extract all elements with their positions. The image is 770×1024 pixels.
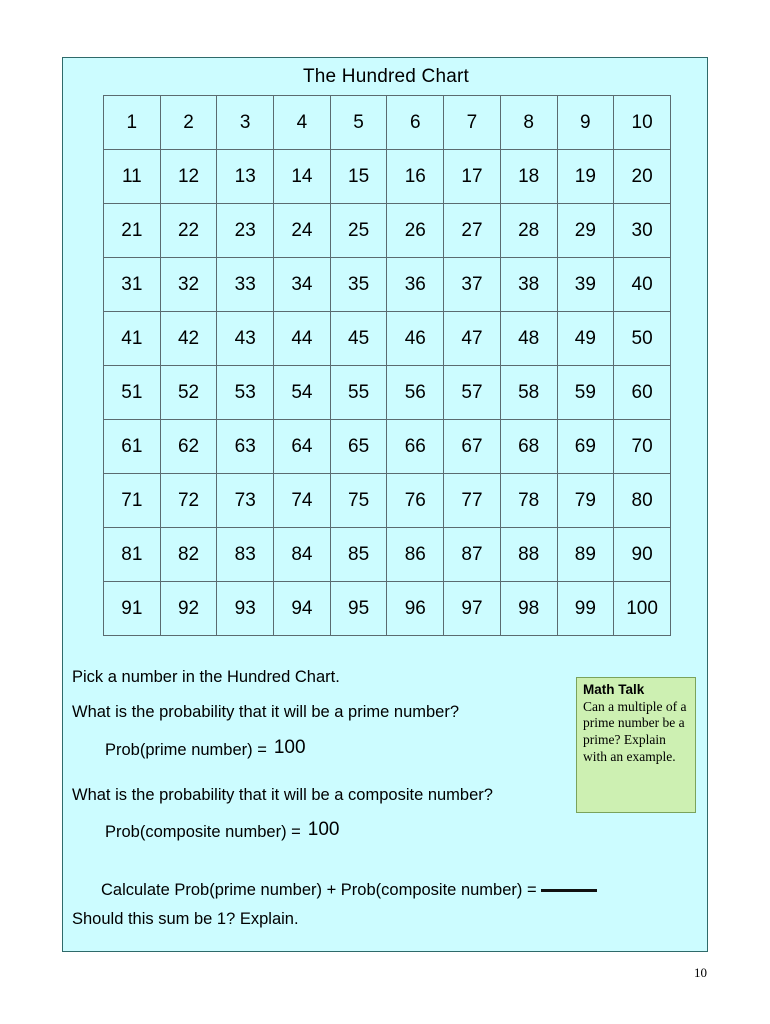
hundred-chart-cell[interactable]: 58 <box>500 366 557 420</box>
prime-probability-answer-row <box>105 738 306 760</box>
hundred-chart-cell[interactable]: 34 <box>274 258 331 312</box>
page-number: 10 <box>694 965 707 980</box>
hundred-chart-cell[interactable]: 47 <box>444 312 501 366</box>
hundred-chart-cell[interactable]: 48 <box>500 312 557 366</box>
hundred-chart-cell[interactable]: 69 <box>557 420 614 474</box>
hundred-chart-table <box>103 95 671 636</box>
hundred-chart-row <box>104 420 671 474</box>
math-talk-title: Math Talk <box>583 682 645 697</box>
hundred-chart-cell[interactable]: 63 <box>217 420 274 474</box>
math-talk-body: Can a multiple of a prime number be a prime? Explain with an example. <box>583 698 687 765</box>
hundred-chart-row <box>104 312 671 366</box>
hundred-chart-row <box>104 150 671 204</box>
question-prime-probability: What is the probability that it will be a prime number? <box>72 703 460 721</box>
hundred-chart-row <box>104 528 671 582</box>
hundred-chart-cell[interactable]: 100 <box>614 582 671 636</box>
hundred-chart-cell[interactable]: 71 <box>104 474 161 528</box>
hundred-chart-cell[interactable]: 82 <box>160 528 217 582</box>
hundred-chart-cell[interactable]: 66 <box>387 420 444 474</box>
hundred-chart-cell[interactable]: 80 <box>614 474 671 528</box>
hundred-chart-cell[interactable]: 97 <box>444 582 501 636</box>
hundred-chart-row <box>104 204 671 258</box>
hundred-chart-cell[interactable]: 1 <box>104 96 161 150</box>
hundred-chart-cell[interactable]: 83 <box>217 528 274 582</box>
hundred-chart-cell[interactable]: 25 <box>330 204 387 258</box>
hundred-chart-cell[interactable]: 39 <box>557 258 614 312</box>
calculate-sum-blank[interactable] <box>541 889 597 892</box>
hundred-chart-cell[interactable]: 2 <box>160 96 217 150</box>
hundred-chart-cell[interactable]: 57 <box>444 366 501 420</box>
hundred-chart-cell[interactable]: 22 <box>160 204 217 258</box>
hundred-chart-cell[interactable]: 77 <box>444 474 501 528</box>
hundred-chart-cell[interactable]: 11 <box>104 150 161 204</box>
hundred-chart-cell[interactable]: 36 <box>387 258 444 312</box>
hundred-chart-cell[interactable]: 27 <box>444 204 501 258</box>
hundred-chart-cell[interactable]: 32 <box>160 258 217 312</box>
hundred-chart-cell[interactable]: 52 <box>160 366 217 420</box>
hundred-chart-cell[interactable]: 73 <box>217 474 274 528</box>
hundred-chart-cell[interactable]: 93 <box>217 582 274 636</box>
hundred-chart-cell[interactable]: 31 <box>104 258 161 312</box>
question-calculate-sum <box>101 881 597 900</box>
hundred-chart-row <box>104 366 671 420</box>
hundred-chart-cell[interactable]: 35 <box>330 258 387 312</box>
hundred-chart-cell[interactable]: 41 <box>104 312 161 366</box>
hundred-chart-cell[interactable]: 15 <box>330 150 387 204</box>
hundred-chart-cell[interactable]: 21 <box>104 204 161 258</box>
hundred-chart-cell[interactable]: 60 <box>614 366 671 420</box>
hundred-chart-cell[interactable]: 20 <box>614 150 671 204</box>
hundred-chart-cell[interactable]: 86 <box>387 528 444 582</box>
composite-probability-answer-row <box>105 820 340 842</box>
hundred-chart-cell[interactable]: 26 <box>387 204 444 258</box>
hundred-chart-cell[interactable]: 92 <box>160 582 217 636</box>
hundred-chart-cell[interactable]: 50 <box>614 312 671 366</box>
hundred-chart-cell[interactable]: 89 <box>557 528 614 582</box>
hundred-chart-cell[interactable]: 67 <box>444 420 501 474</box>
hundred-chart-cell[interactable]: 85 <box>330 528 387 582</box>
math-talk-callout <box>576 677 696 813</box>
hundred-chart-cell[interactable]: 94 <box>274 582 331 636</box>
hundred-chart-cell[interactable]: 98 <box>500 582 557 636</box>
hundred-chart-cell[interactable]: 5 <box>330 96 387 150</box>
hundred-chart-cell[interactable]: 74 <box>274 474 331 528</box>
hundred-chart-cell[interactable]: 79 <box>557 474 614 528</box>
hundred-chart-cell[interactable]: 54 <box>274 366 331 420</box>
hundred-chart-cell[interactable]: 44 <box>274 312 331 366</box>
calculate-sum-label: Calculate Prob(prime number) + Prob(composite number) = <box>101 881 537 899</box>
hundred-chart-cell[interactable]: 95 <box>330 582 387 636</box>
prime-denominator: 100 <box>273 737 306 758</box>
hundred-chart-cell[interactable]: 30 <box>614 204 671 258</box>
hundred-chart-cell[interactable]: 10 <box>614 96 671 150</box>
hundred-chart-row <box>104 258 671 312</box>
hundred-chart-cell[interactable]: 56 <box>387 366 444 420</box>
hundred-chart-cell[interactable]: 37 <box>444 258 501 312</box>
hundred-chart-cell[interactable]: 33 <box>217 258 274 312</box>
hundred-chart-cell[interactable]: 76 <box>387 474 444 528</box>
hundred-chart-cell[interactable]: 7 <box>444 96 501 150</box>
hundred-chart-cell[interactable]: 6 <box>387 96 444 150</box>
hundred-chart-cell[interactable]: 49 <box>557 312 614 366</box>
hundred-chart-cell[interactable]: 17 <box>444 150 501 204</box>
hundred-chart-cell[interactable]: 23 <box>217 204 274 258</box>
hundred-chart-cell[interactable]: 68 <box>500 420 557 474</box>
hundred-chart-cell[interactable]: 12 <box>160 150 217 204</box>
chart-title: The Hundred Chart <box>302 66 470 87</box>
hundred-chart-cell[interactable]: 28 <box>500 204 557 258</box>
hundred-chart-cell[interactable]: 8 <box>500 96 557 150</box>
hundred-chart-cell[interactable]: 9 <box>557 96 614 150</box>
hundred-chart-cell[interactable]: 3 <box>217 96 274 150</box>
hundred-chart-cell[interactable]: 45 <box>330 312 387 366</box>
hundred-chart-cell[interactable]: 81 <box>104 528 161 582</box>
composite-denominator: 100 <box>307 819 340 840</box>
hundred-chart-cell[interactable]: 46 <box>387 312 444 366</box>
hundred-chart-cell[interactable]: 88 <box>500 528 557 582</box>
hundred-chart-cell[interactable]: 59 <box>557 366 614 420</box>
hundred-chart-cell[interactable]: 84 <box>274 528 331 582</box>
hundred-chart-cell[interactable]: 61 <box>104 420 161 474</box>
hundred-chart-cell[interactable]: 14 <box>274 150 331 204</box>
hundred-chart-cell[interactable]: 70 <box>614 420 671 474</box>
composite-probability-label: Prob(composite number) = <box>105 823 301 841</box>
hundred-chart-cell[interactable]: 42 <box>160 312 217 366</box>
hundred-chart-row <box>104 474 671 528</box>
hundred-chart-cell[interactable]: 99 <box>557 582 614 636</box>
question-should-sum-be-one: Should this sum be 1? Explain. <box>72 910 299 928</box>
hundred-chart-cell[interactable]: 55 <box>330 366 387 420</box>
hundred-chart-cell[interactable]: 19 <box>557 150 614 204</box>
hundred-chart-cell[interactable]: 90 <box>614 528 671 582</box>
hundred-chart-cell[interactable]: 72 <box>160 474 217 528</box>
prime-probability-fraction <box>274 738 306 758</box>
hundred-chart-cell[interactable]: 78 <box>500 474 557 528</box>
hundred-chart-row <box>104 96 671 150</box>
hundred-chart-cell[interactable]: 13 <box>217 150 274 204</box>
hundred-chart-cell[interactable]: 4 <box>274 96 331 150</box>
hundred-chart-cell[interactable]: 16 <box>387 150 444 204</box>
hundred-chart-cell[interactable]: 18 <box>500 150 557 204</box>
hundred-chart-cell[interactable]: 51 <box>104 366 161 420</box>
hundred-chart-cell[interactable]: 62 <box>160 420 217 474</box>
hundred-chart-cell[interactable]: 29 <box>557 204 614 258</box>
hundred-chart-cell[interactable]: 87 <box>444 528 501 582</box>
hundred-chart-cell[interactable]: 40 <box>614 258 671 312</box>
hundred-chart-cell[interactable]: 96 <box>387 582 444 636</box>
hundred-chart-cell[interactable]: 53 <box>217 366 274 420</box>
hundred-chart-cell[interactable]: 65 <box>330 420 387 474</box>
hundred-chart-cell[interactable]: 38 <box>500 258 557 312</box>
hundred-chart-cell[interactable]: 91 <box>104 582 161 636</box>
worksheet-panel <box>62 57 708 952</box>
hundred-chart-cell[interactable]: 43 <box>217 312 274 366</box>
question-composite-probability: What is the probability that it will be a composite number? <box>72 786 493 804</box>
hundred-chart-cell[interactable]: 24 <box>274 204 331 258</box>
hundred-chart-row <box>104 582 671 636</box>
prime-probability-label: Prob(prime number) = <box>105 741 267 759</box>
composite-probability-fraction <box>308 820 340 840</box>
hundred-chart-cell[interactable]: 64 <box>274 420 331 474</box>
hundred-chart-cell[interactable]: 75 <box>330 474 387 528</box>
question-pick-number: Pick a number in the Hundred Chart. <box>72 668 340 686</box>
